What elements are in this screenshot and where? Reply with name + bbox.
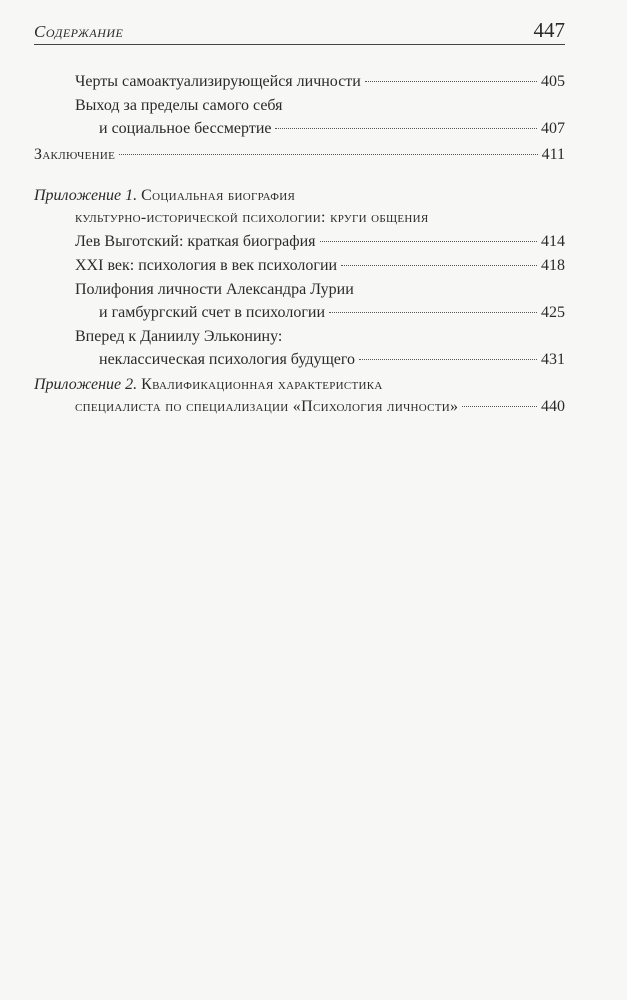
appendix-title-line1: Квалификационная характеристика	[141, 376, 383, 393]
dot-leader	[359, 359, 537, 360]
toc-entry-page: 425	[541, 304, 565, 321]
toc-entry-title: Лев Выготский: краткая биография	[75, 233, 316, 250]
running-header	[34, 18, 565, 45]
appendix-prefix: Приложение 2.	[34, 376, 138, 393]
dot-leader	[320, 241, 537, 242]
toc-entry-page: 414	[541, 233, 565, 250]
toc-entry[interactable]	[99, 119, 565, 139]
toc-entry-title-line1[interactable]: Полифония личности Александра Лурии	[75, 281, 354, 298]
page-number: 447	[533, 18, 565, 42]
toc-entry-page: 440	[541, 398, 565, 415]
dot-leader	[329, 312, 537, 313]
toc-entry-title-line2: и социальное бессмертие	[99, 120, 272, 137]
toc-entry-page: 411	[541, 146, 565, 163]
toc-entry-page: 431	[541, 351, 565, 368]
dot-leader	[275, 128, 537, 129]
toc-entry-title-line1[interactable]: Вперед к Даниилу Эльконину:	[75, 328, 283, 345]
appendix-title-line1: Социальная биография	[141, 187, 296, 204]
toc-entry-title: XXI век: психология в век психологии	[75, 257, 338, 274]
toc-entry-page: 418	[541, 257, 565, 274]
toc-entry[interactable]	[99, 303, 565, 323]
toc-entry-title: Заключение	[34, 146, 116, 163]
toc-entry-page: 405	[541, 73, 565, 90]
toc-entry-title-line1[interactable]: Выход за пределы самого себя	[75, 97, 283, 114]
appendix-title-line2: культурно-исторической психологии: круги общения	[75, 209, 429, 226]
toc-entry[interactable]	[99, 350, 565, 370]
toc-entry-page: 407	[541, 120, 565, 137]
dot-leader	[365, 81, 537, 82]
toc-entry-title-line2: и гамбургский счет в психологии	[99, 304, 325, 321]
appendix-prefix: Приложение 1.	[34, 187, 138, 204]
toc-entry[interactable]	[75, 72, 565, 92]
appendix-heading[interactable]	[34, 186, 295, 206]
appendix-heading[interactable]	[34, 375, 383, 395]
toc-entry[interactable]	[34, 145, 565, 165]
toc-entry[interactable]	[75, 232, 565, 252]
dot-leader	[119, 154, 537, 155]
dot-leader	[341, 265, 537, 266]
dot-leader	[462, 406, 537, 407]
toc-entry[interactable]	[75, 397, 565, 417]
section-title: Содержание	[34, 22, 124, 41]
appendix-title-line2: специалиста по специализации «Психология личности»	[75, 398, 459, 415]
toc-entry[interactable]	[75, 256, 565, 276]
toc-entry-title: Черты самоактуализирующейся личности	[75, 73, 361, 90]
toc-entry-title-line2: неклассическая психология будущего	[99, 351, 356, 368]
